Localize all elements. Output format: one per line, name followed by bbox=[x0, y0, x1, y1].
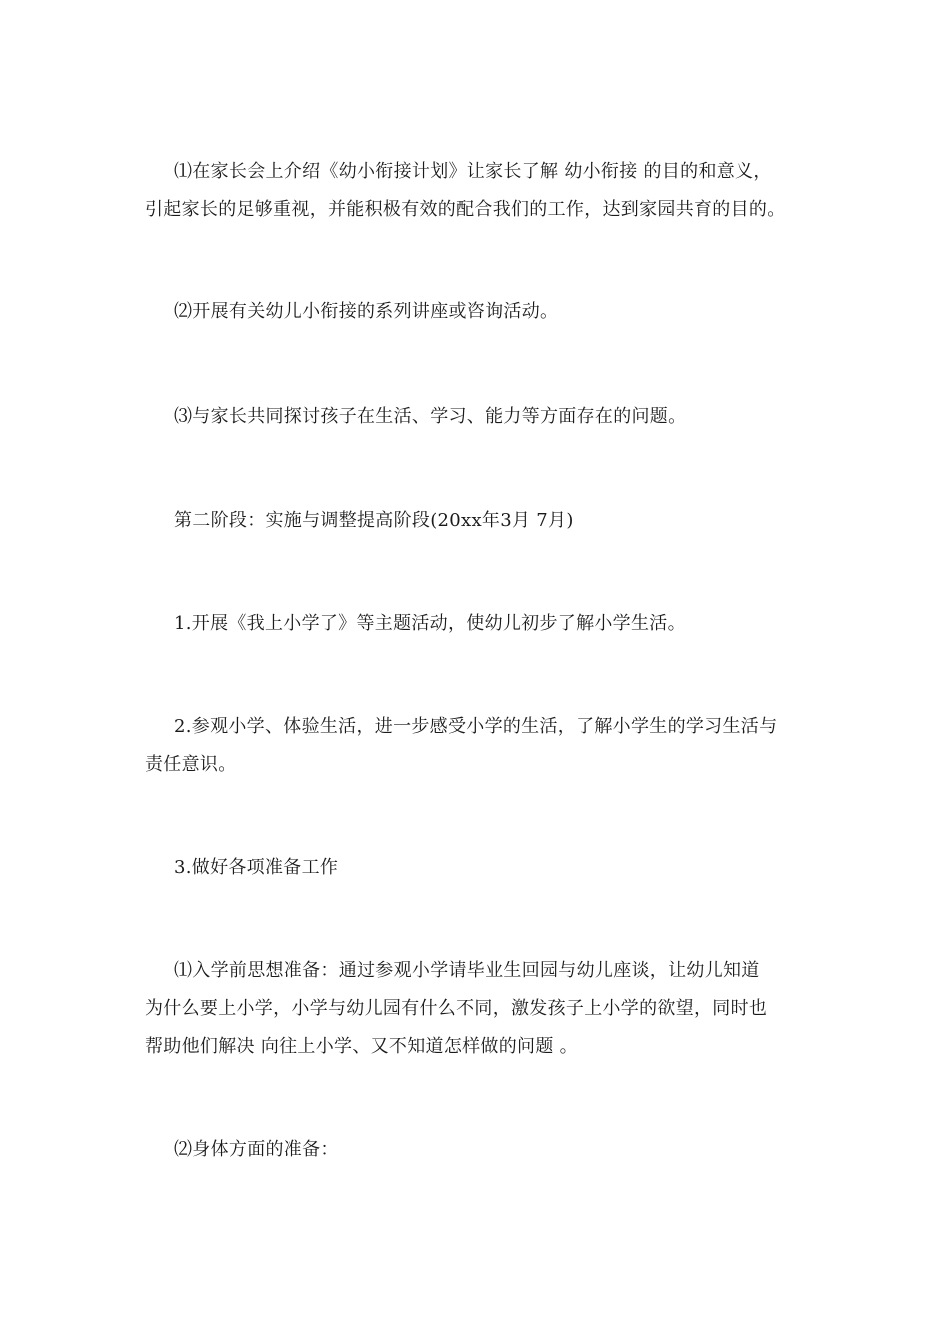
paragraph-6-line-2: 责任意识。 bbox=[145, 754, 237, 775]
paragraph-1-line-2: 引起家长的足够重视，并能积极有效的配合我们的工作，达到家园共育的目的。 bbox=[145, 199, 786, 220]
paragraph-9-line-1: ⑵身体方面的准备： bbox=[174, 1139, 339, 1160]
paragraph-2-line-1: ⑵开展有关幼儿小衔接的系列讲座或咨询活动。 bbox=[174, 301, 559, 322]
paragraph-5-line-1: 1.开展《我上小学了》等主题活动，使幼儿初步了解小学生活。 bbox=[174, 613, 686, 634]
paragraph-7-line-1: 3.做好各项准备工作 bbox=[174, 857, 339, 878]
paragraph-8-line-3: 帮助他们解决 向往上小学、又不知道怎样做的问题 。 bbox=[145, 1036, 578, 1057]
paragraph-6-line-1: 2.参观小学、体验生活，进一步感受小学的生活，了解小学生的学习生活与 bbox=[174, 716, 778, 737]
paragraph-8-line-2: 为什么要上小学，小学与幼儿园有什么不同，激发孩子上小学的欲望，同时也 bbox=[145, 998, 768, 1019]
paragraph-8-line-1: ⑴入学前思想准备：通过参观小学请毕业生回园与幼儿座谈，让幼儿知道 bbox=[174, 960, 760, 981]
paragraph-1-line-1: ⑴在家长会上介绍《幼小衔接计划》让家长了解 幼小衔接 的目的和意义， bbox=[174, 161, 772, 182]
paragraph-3-line-1: ⑶与家长共同探讨孩子在生活、学习、能力等方面存在的问题。 bbox=[174, 406, 687, 427]
section-heading-stage-two: 第二阶段：实施与调整提高阶段(20xx年3月 7月) bbox=[174, 510, 574, 531]
